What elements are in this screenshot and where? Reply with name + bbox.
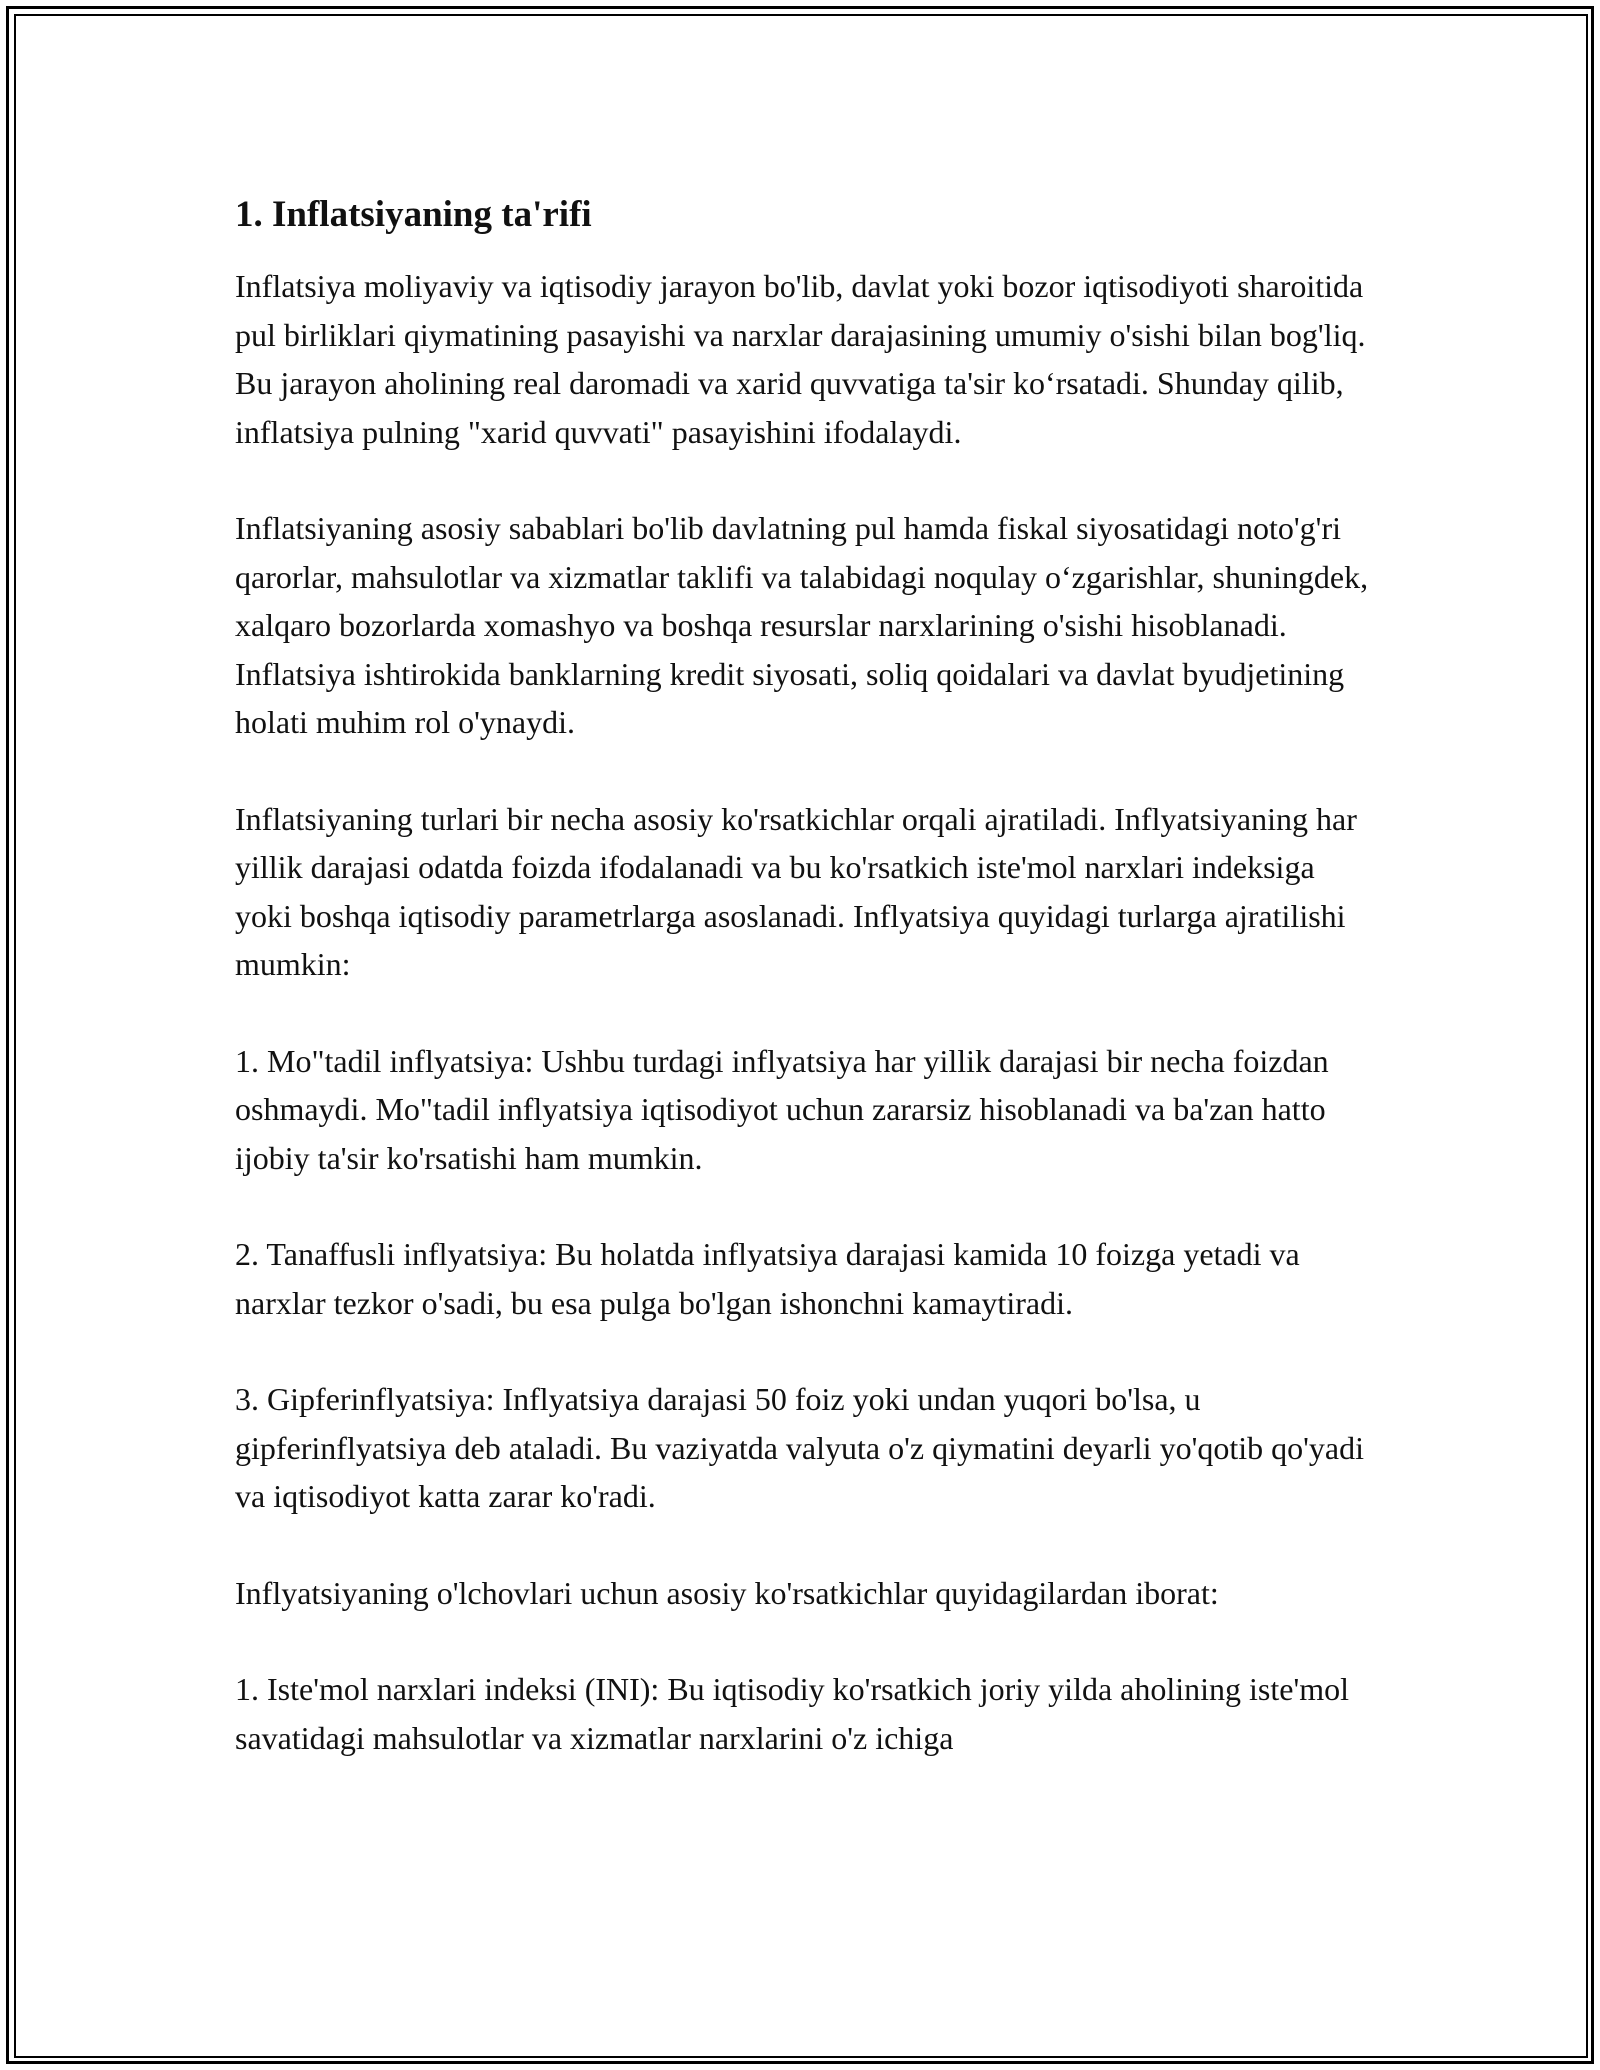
paragraph-measures-intro: Inflyatsiyaning o'lchovlari uchun asosiy ko'rsatkichlar quyidagilardan iborat: (235, 1574, 1219, 1611)
list-item-moderate-inflation: 1. Mo"tadil inflyatsiya: Ushbu turdagi inflyatsiya har yillik darajasi bir necha foizdan oshmaydi. Mo"tadil inflyatsiya iqtisodiyot uchun zararsiz hisoblanadi va ba'zan hatto ijobiy ta'sir ko'rsatishi ham mumkin. (235, 1042, 1329, 1176)
list-item-hyperinflation: 3. Gipferinflyatsiya: Inflyatsiya darajasi 50 foiz yoki undan yuqori bo'lsa, u gipferinflyatsiya deb ataladi. Bu vaziyatda valyuta o'z qiymatini deyarli yo'qotib qo'yadi va iqtisodiyot katta zarar ko'radi. (235, 1381, 1364, 1514)
paragraph-types-intro: Inflatsiyaning turlari bir necha asosiy ko'rsatkichlar orqali ajratiladi. Inflyatsiyaning har yillik darajasi odatda foizda ifodalanadi va bu ko'rsatkich iste'mol narxlari indeksiga yoki boshqa iqtisodiy parametrlarga asoslanadi. Inflyatsiya quyidagi turlarga ajratilishi mumkin: (235, 800, 1357, 982)
section-heading: 1. Inflatsiyaning ta'rifi (235, 194, 592, 235)
list-item-galloping-inflation: 2. Tanaffusli inflyatsiya: Bu holatda inflyatsiya darajasi kamida 10 foizga yetadi va narxlar tezkor o'sadi, bu esa pulga bo'lgan ishonchni kamaytiradi. (235, 1236, 1300, 1321)
paragraph-causes: Inflatsiyaning asosiy sabablari bo'lib davlatning pul hamda fiskal siyosatidagi noto'g'ri qarorlar, mahsulotlar va xizmatlar taklifi va talabidagi noqulay o‘zgarishlar, shuningdek, xalqaro bozorlarda xomashyo va boshqa resurslar narxlarining o'sishi hisoblanadi. Inflatsiya ishtirokida banklarning kredit siyosati, soliq qoidalari va davlat byudjetining holati muhim rol o'ynaydi. (235, 510, 1369, 740)
paragraph-definition: Inflatsiya moliyaviy va iqtisodiy jarayon bo'lib, davlat yoki bozor iqtisodiyoti sharoitida pul birliklari qiymatining pasayishi va narxlar darajasining umumiy o'sishi bilan bog'liq. Bu jarayon aholining real daromadi va xarid quvvatiga ta'sir ko‘rsatadi. Shunday qilib, inflatsiya pulning "xarid quvvati" pasayishini ifodalaydi. (235, 268, 1366, 450)
document-body (235, 180, 1375, 1762)
list-item-cpi: 1. Iste'mol narxlari indeksi (INI): Bu iqtisodiy ko'rsatkich joriy yilda aholining iste'mol savatidagi mahsulotlar va xizmatlar narxlarini o'z ichiga (235, 1671, 1350, 1756)
